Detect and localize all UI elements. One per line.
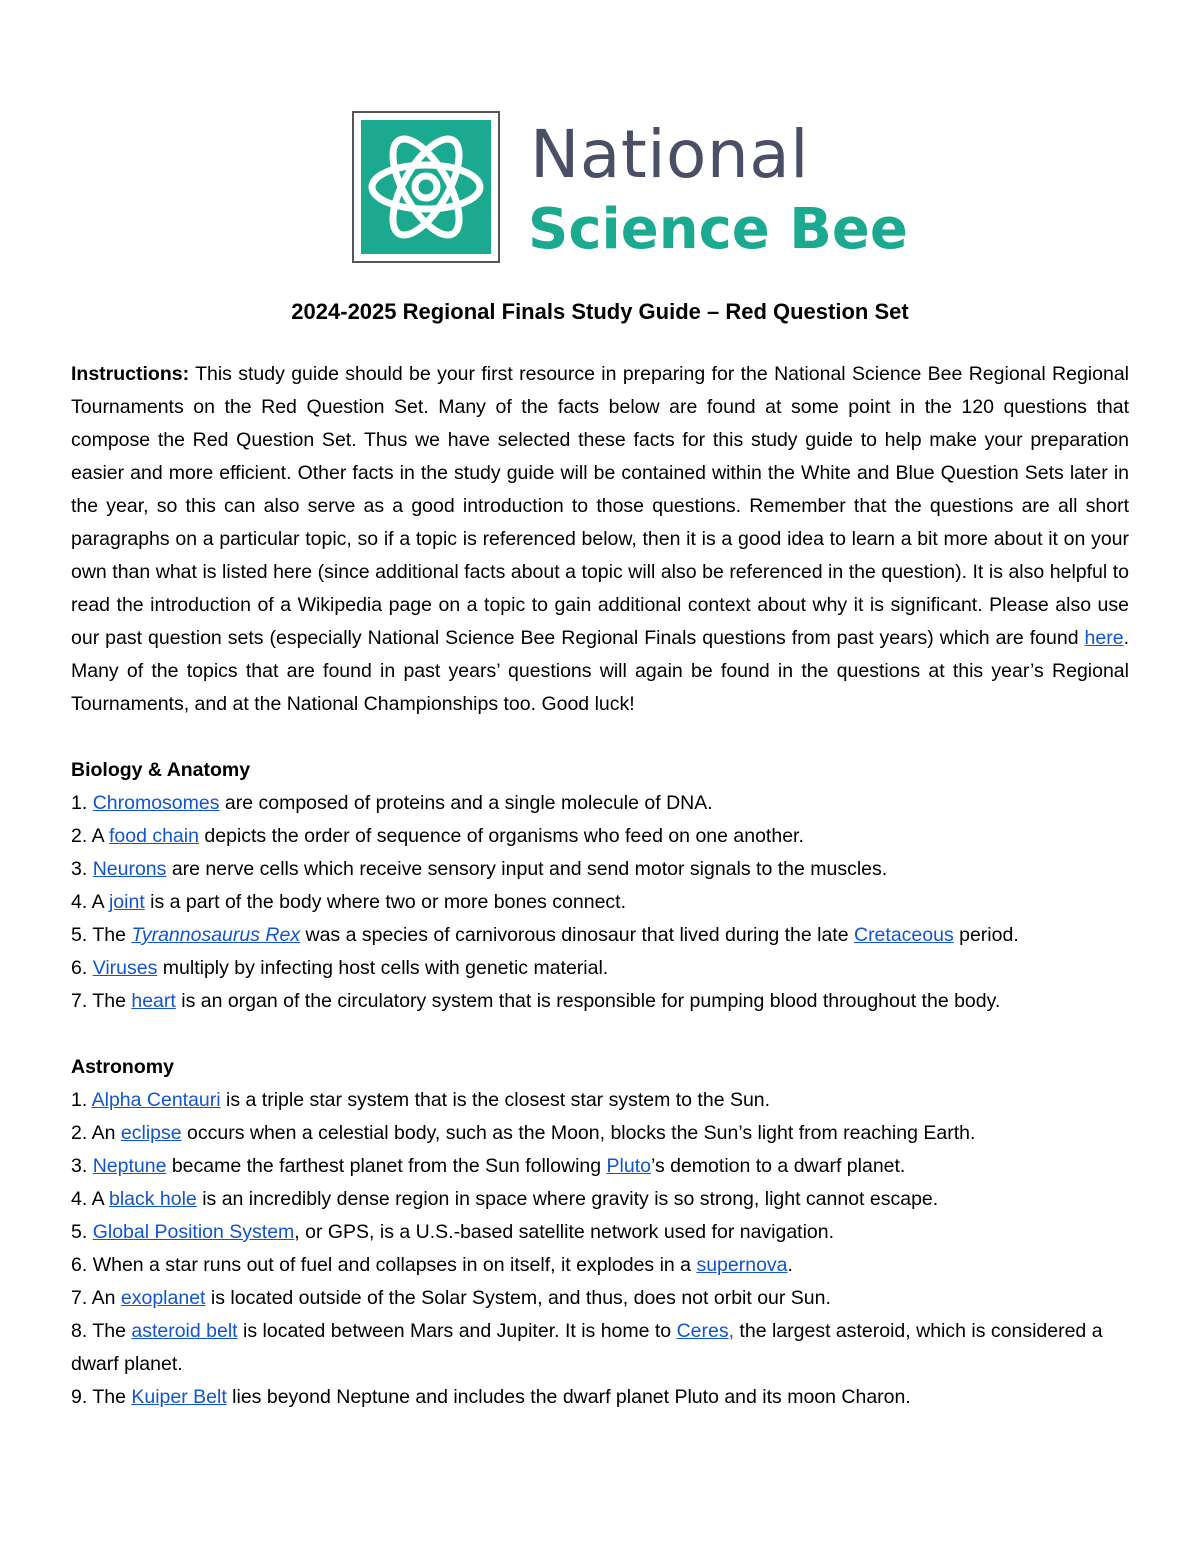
item-number: 2. <box>71 1122 92 1144</box>
item-text: are nerve cells which receive sensory input and send motor signals to the muscles. <box>166 858 888 880</box>
link-pluto[interactable]: Pluto <box>606 1155 651 1177</box>
item-text: are composed of proteins and a single molecule of DNA. <box>219 792 713 814</box>
logo-word-national: National <box>530 116 810 193</box>
list-item <box>71 952 1129 985</box>
item-number: 5. <box>71 1221 93 1243</box>
item-text: became the farthest planet from the Sun following <box>166 1155 607 1177</box>
item-text: period. <box>953 924 1019 946</box>
link-global-position-system[interactable]: Global Position System <box>92 1221 295 1243</box>
link-tyrannosaurus-rex[interactable] <box>131 924 300 946</box>
instructions-text: This study guide should be your first resource in preparing for the National Science Bee Regional Regional Tournaments on the Red Question Set. Many of the facts below are found at some point in the 120 questions that compose the Red Question Set. Thus we have selected these facts for this study guide to help make your preparation easier and more efficient. Other facts in the study guide will be contained within the White and Blue Question Sets later in the year, so this can also serve as a good introduction to those questions. Remember that the questions are all short paragraphs on a particular topic, so if a topic is referenced below, then it is a good idea to learn a bit more about it on your own than what is listed here (since additional facts about a topic will also be referenced in the question). It is also helpful to read the introduction of a Wikipedia page on a topic to gain additional context about why it is significant. Please also use our past question sets (especially National Science Bee Regional Finals questions from past years) which are found <box>71 363 1129 649</box>
logo-frame <box>352 111 500 263</box>
biology-section <box>71 754 1129 1018</box>
item-text: A <box>91 891 109 913</box>
item-text: An <box>91 1122 121 1144</box>
list-item <box>71 886 1129 919</box>
item-text: occurs when a celestial body, such as the Moon, blocks the Sun’s light from reaching Earth. <box>181 1122 976 1144</box>
item-number: 1. <box>71 792 93 814</box>
item-text: is located outside of the Solar System, and thus, does not orbit our Sun. <box>205 1287 831 1309</box>
astronomy-section <box>71 1051 1129 1414</box>
link-text-italic: Tyrannosaurus Rex <box>131 924 301 946</box>
item-text: is an incredibly dense region in space where gravity is so strong, light cannot escape. <box>196 1188 939 1210</box>
list-item <box>71 853 1129 886</box>
link-asteroid-belt[interactable]: asteroid belt <box>131 1320 238 1342</box>
instructions-label: Instructions: <box>71 363 190 385</box>
item-text: The <box>92 1320 132 1342</box>
list-item <box>71 1084 1129 1117</box>
list-item <box>71 1150 1129 1183</box>
item-number: 2. <box>71 825 92 847</box>
link-supernova[interactable]: supernova <box>696 1254 788 1276</box>
list-item <box>71 1117 1129 1150</box>
item-text: A <box>91 825 109 847</box>
item-text: , or GPS, is a U.S.-based satellite network used for navigation. <box>294 1221 835 1243</box>
item-text: ’s demotion to a dwarf planet. <box>650 1155 906 1177</box>
list-item <box>71 1315 1129 1381</box>
atom-icon <box>361 120 491 254</box>
item-text: The <box>92 1386 132 1408</box>
instructions-paragraph <box>71 358 1129 721</box>
link-joint[interactable]: joint <box>108 891 145 913</box>
item-number: 5. <box>71 924 93 946</box>
list-item <box>71 1216 1129 1249</box>
item-number: 1. <box>71 1089 92 1111</box>
item-text: is located between Mars and Jupiter. It is home to <box>237 1320 677 1342</box>
list-item <box>71 1249 1129 1282</box>
past-questions-link[interactable]: here <box>1084 627 1124 649</box>
logo-word-science-bee: Science Bee <box>528 197 908 262</box>
link-chromosomes[interactable]: Chromosomes <box>92 792 220 814</box>
item-text: A <box>91 1188 109 1210</box>
item-text: is an organ of the circulatory system that is responsible for pumping blood throughout the body. <box>175 990 1001 1012</box>
item-text: depicts the order of sequence of organisms who feed on one another. <box>198 825 804 847</box>
logo <box>352 111 912 271</box>
item-number: 9. <box>71 1386 93 1408</box>
logo-tile <box>361 120 491 254</box>
list-item <box>71 919 1129 952</box>
item-text: is a triple star system that is the closest star system to the Sun. <box>220 1089 771 1111</box>
list-item <box>71 820 1129 853</box>
item-number: 6. <box>71 1254 93 1276</box>
link-heart[interactable]: heart <box>131 990 176 1012</box>
item-text: When a star runs out of fuel and collapses in on itself, it explodes in a <box>92 1254 697 1276</box>
item-text: An <box>91 1287 121 1309</box>
list-item <box>71 787 1129 820</box>
item-text: . <box>787 1254 793 1276</box>
item-number: 4. <box>71 1188 92 1210</box>
item-text: multiply by infecting host cells with genetic material. <box>157 957 609 979</box>
link-neurons[interactable]: Neurons <box>92 858 167 880</box>
instructions-text-end: . Many of the topics that are found in past years’ questions will again be found in the questions at this year’s Regional Tournaments, and at the National Championships too. Good luck! <box>71 627 1129 715</box>
section-heading-biology: Biology & Anatomy <box>71 759 251 781</box>
link-exoplanet[interactable]: exoplanet <box>120 1287 206 1309</box>
link-cretaceous[interactable]: Cretaceous <box>853 924 954 946</box>
link-ceres[interactable]: Ceres, <box>676 1320 735 1342</box>
item-text: The <box>92 990 132 1012</box>
link-black-hole[interactable]: black hole <box>108 1188 197 1210</box>
item-number: 8. <box>71 1320 93 1342</box>
list-item <box>71 985 1129 1018</box>
item-text: is a part of the body where two or more bones connect. <box>144 891 627 913</box>
item-number: 7. <box>71 1287 92 1309</box>
item-text: lies beyond Neptune and includes the dwarf planet Pluto and its moon Charon. <box>226 1386 911 1408</box>
item-text: was a species of carnivorous dinosaur that lived during the late <box>300 924 854 946</box>
item-number: 3. <box>71 858 93 880</box>
link-food-chain[interactable]: food chain <box>108 825 199 847</box>
link-alpha-centauri[interactable]: Alpha Centauri <box>91 1089 221 1111</box>
item-number: 6. <box>71 957 93 979</box>
item-text: the largest asteroid, which is considered a dwarf planet. <box>71 1320 1103 1375</box>
item-number: 4. <box>71 891 92 913</box>
item-number: 7. <box>71 990 93 1012</box>
list-item <box>71 1183 1129 1216</box>
item-number: 3. <box>71 1155 93 1177</box>
page-title: 2024-2025 Regional Finals Study Guide – Red Question Set <box>291 299 909 324</box>
item-text: The <box>92 924 132 946</box>
document-body <box>71 358 1129 1414</box>
section-heading-astronomy: Astronomy <box>71 1056 174 1078</box>
link-eclipse[interactable]: eclipse <box>120 1122 182 1144</box>
link-kuiper-belt[interactable]: Kuiper Belt <box>131 1386 227 1408</box>
list-item <box>71 1282 1129 1315</box>
link-viruses[interactable]: Viruses <box>92 957 158 979</box>
link-neptune[interactable]: Neptune <box>92 1155 167 1177</box>
list-item <box>71 1381 1129 1414</box>
